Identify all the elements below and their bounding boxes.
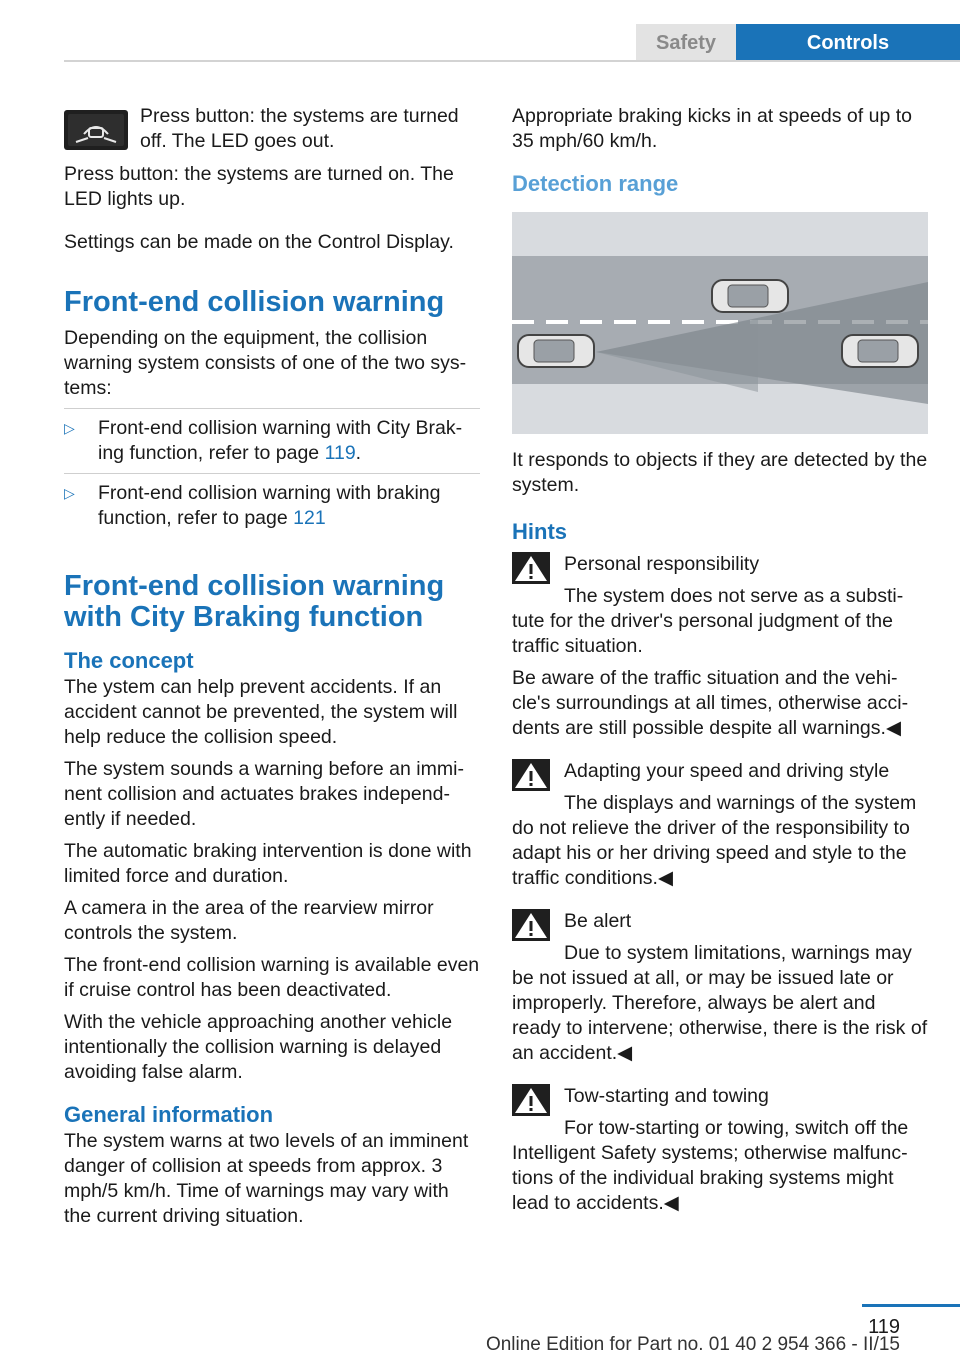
braking-speed-text: Appropriate braking kicks in at speeds of up to 35 mph/60 km/h. (512, 105, 912, 152)
settings-text: Settings can be made on the Control Display. (64, 231, 454, 253)
warning-block (512, 1084, 928, 1216)
header-divider (64, 60, 960, 62)
fcw-title: Front-end collision warning (64, 286, 445, 318)
own-car-icon (518, 335, 594, 367)
detection-text: It responds to objects if they are detected by the system. (512, 449, 928, 496)
warning-block (512, 759, 928, 891)
right-column (512, 104, 928, 1216)
concept-title: The concept (64, 648, 194, 673)
collision-button-icon (64, 110, 128, 150)
warning-icon (512, 552, 550, 584)
edition-text: Online Edition for Part no. 01 40 2 954 366 - II/15 (485, 1334, 900, 1355)
concept-para: The ystem can help prevent accidents. If an accident cannot be prevented, the system will help reduce the collision speed. (64, 676, 458, 748)
warning-text: Due to system limitations, warnings may be not issued at all, or may be issued late or improperly. Therefore, always be alert and ready to intervene; otherwise, there is the risk of an accident.◀ (512, 942, 928, 1064)
warning-text: For tow-starting or towing, switch off the Intelligent Safety systems; otherwise malfunctions of the individual braking systems might lead to accidents.◀ (512, 1117, 909, 1214)
general-info-title: General information (64, 1102, 274, 1127)
tab-safety[interactable]: Safety (636, 24, 736, 62)
warning-heading: Adapting your speed and driving style (564, 760, 890, 782)
concept-para: With the vehicle approaching another vehicle intentionally the collision warning is delayed avoiding false alarm. (64, 1011, 453, 1083)
triangle-bullet-icon: ▷ (64, 420, 75, 436)
intro-on-text: Press button: the systems are turned on. The LED lights up. (64, 163, 454, 210)
page-link[interactable]: 119 (324, 442, 356, 464)
bullet-divider (64, 473, 480, 474)
hints-title: Hints (512, 519, 567, 544)
general-info-text: The system warns at two levels of an imminent danger of collision at speeds from approx. 3 mph/5 km/h. Time of warnings may vary with the current driving situation. (64, 1130, 469, 1227)
page-link[interactable]: 121 (293, 507, 326, 529)
bullet-item: ▷ Front-end collision warning with braking function, refer to page 121 (64, 482, 441, 529)
page-number: 119 (868, 1316, 900, 1338)
vehicle-icon (712, 280, 788, 312)
concept-para: The system sounds a warning before an imminent collision and actuates brakes independently if needed. (64, 758, 464, 830)
warning-heading: Tow-starting and towing (564, 1085, 769, 1107)
concept-para: A camera in the area of the rearview mirror controls the system. (64, 897, 434, 944)
intro-off-text: Press button: the systems are turned off. The LED goes out. (140, 105, 459, 152)
detection-range-diagram (512, 212, 928, 434)
triangle-bullet-icon: ▷ (64, 485, 75, 501)
warning-icon (512, 909, 550, 941)
vehicle-icon (842, 335, 918, 367)
concept-para: The automatic braking intervention is done with limited force and duration. (64, 840, 472, 887)
warning-text: The system does not serve as a substitute for the driver's personal judgment of the traffic situation. (512, 585, 904, 657)
button-intro (64, 104, 480, 156)
bullet-item: ▷ Front-end collision warning with City Braking function, refer to page 119. (64, 417, 463, 464)
left-column (64, 104, 480, 1236)
warning-heading: Be alert (564, 910, 632, 932)
bullet-divider (64, 408, 480, 409)
tab-controls[interactable]: Controls (736, 24, 960, 62)
warning-text: Be aware of the traffic situation and the vehicle's surroundings at all times, otherwise accidents are still possible despite all warnings.◀ (512, 667, 909, 739)
warning-block (512, 552, 928, 741)
detection-range-title: Detection range (512, 171, 679, 196)
warning-icon (512, 759, 550, 791)
footer-accent-line (862, 1304, 960, 1307)
warning-block (512, 909, 928, 1066)
warning-icon (512, 1084, 550, 1116)
warning-text: The displays and warnings of the system do not relieve the driver of the responsibility to adapt his or her driving speed and style to the traffic conditions.◀ (512, 792, 917, 889)
warning-heading: Personal responsibility (564, 553, 760, 575)
city-braking-title: Front-end collision warning with City Braking function (64, 570, 445, 633)
concept-para: The front-end collision warning is available even if cruise control has been deactivated. (64, 954, 480, 1001)
fcw-text: Depending on the equipment, the collision warning system consists of one of the two systems: (64, 327, 467, 399)
